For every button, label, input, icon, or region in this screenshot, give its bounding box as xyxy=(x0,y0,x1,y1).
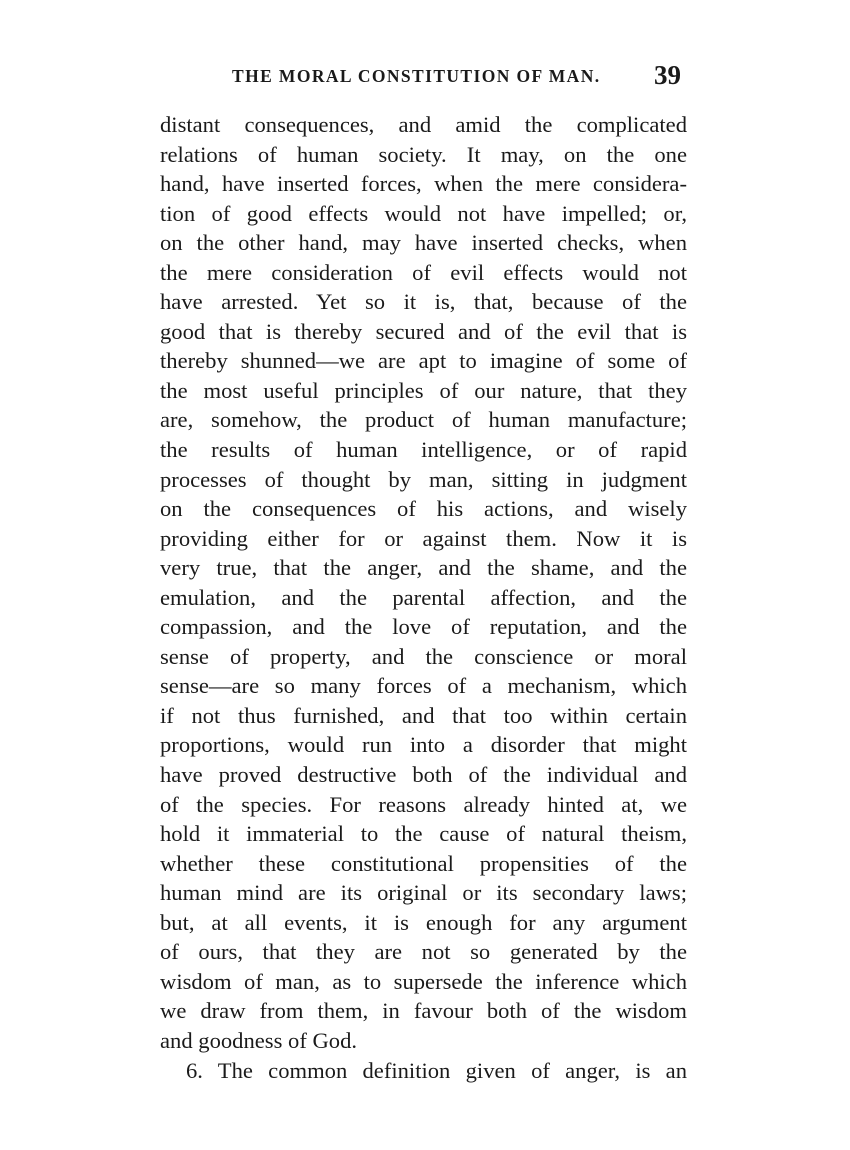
text-line: human mind are its original or its secondary laws; xyxy=(160,880,687,906)
text-line: of ours, that they are not so generated by the xyxy=(160,939,687,965)
text-line: tion of good effects would not have impelled; or, xyxy=(160,200,687,226)
text-line-section-start: 6. The common definition given of anger, is an xyxy=(186,1057,687,1083)
text-line: the results of human intelligence, or of rapid xyxy=(160,437,687,463)
page-number: 39 xyxy=(654,60,681,90)
text-line: we draw from them, in favour both of the wisdom xyxy=(160,998,687,1024)
text-line: processes of thought by man, sitting in judgment xyxy=(160,466,687,492)
text-line: but, at all events, it is enough for any argument xyxy=(160,909,687,935)
text-line: are, somehow, the product of human manufacture; xyxy=(160,407,687,433)
text-line: distant consequences, and amid the complicated xyxy=(160,112,687,137)
running-header xyxy=(160,56,685,96)
body-text xyxy=(160,110,687,1085)
text-line: hold it immaterial to the cause of natural theism, xyxy=(160,821,687,847)
running-title: THE MORAL CONSTITUTION OF MAN. xyxy=(232,66,601,86)
text-line: hand, have inserted forces, when the mere considera- xyxy=(160,171,687,197)
text-line: sense—are so many forces of a mechanism, which xyxy=(160,673,687,699)
text-line: compassion, and the love of reputation, and the xyxy=(160,614,687,640)
text-line: very true, that the anger, and the shame, and the xyxy=(160,555,687,581)
text-line: have arrested. Yet so it is, that, because of the xyxy=(160,289,687,315)
text-line: the most useful principles of our nature, that they xyxy=(160,377,687,403)
text-line: sense of property, and the conscience or moral xyxy=(160,643,687,669)
text-line: thereby shunned—we are apt to imagine of some of xyxy=(160,348,687,374)
text-line: the mere consideration of evil effects would not xyxy=(160,259,687,285)
text-line: on the other hand, may have inserted checks, when xyxy=(160,230,687,256)
text-line: have proved destructive both of the individual and xyxy=(160,762,687,788)
text-line: proportions, would run into a disorder that might xyxy=(160,732,687,758)
text-line: emulation, and the parental affection, and the xyxy=(160,584,687,610)
text-line: good that is thereby secured and of the evil that is xyxy=(160,318,687,344)
text-line: on the consequences of his actions, and wisely xyxy=(160,496,687,522)
text-line-paragraph-end: and goodness of God. xyxy=(160,1027,358,1053)
text-line: relations of human society. It may, on the one xyxy=(160,141,687,167)
text-line: of the species. For reasons already hinted at, we xyxy=(160,791,687,817)
text-line: whether these constitutional propensities of the xyxy=(160,850,687,876)
text-line: wisdom of man, as to supersede the inference which xyxy=(160,968,687,994)
text-line: if not thus furnished, and that too within certain xyxy=(160,702,687,728)
text-line: providing either for or against them. Now it is xyxy=(160,525,687,551)
